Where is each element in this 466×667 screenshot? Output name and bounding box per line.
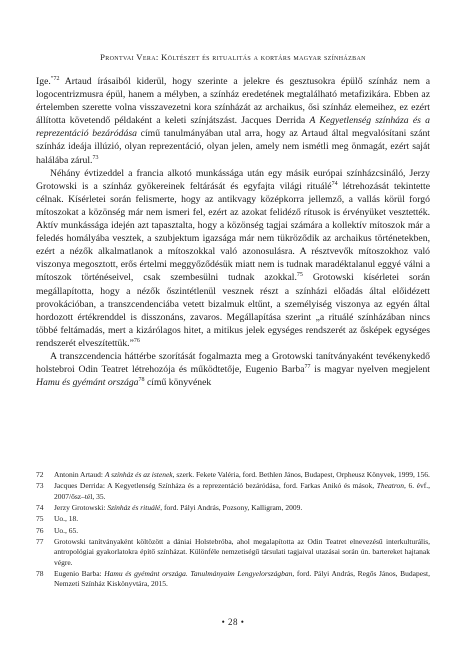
text-run: Grotowski kísérletei során megállapította, hogy a nézők őszintétlenül vesznek részt a színházi előadás által előidézett provokációban, a transzcendenciába vetett bizalmuk eltűnt, a személyiség viszonya az egyén által hordozott értékrenddel is disszonáns, zavaros. Megállapítása szerint „a rituálé színházában nincs többé feltámadás, mert a kizárólagos hitet, a mitikus jelek egységes rendszerét az ősképek egységes rendszerét elveszítettük.” [36,272,430,349]
running-head: Prontvai Vera: Költészet és ritualitás a kortárs magyar színházban [100,52,366,62]
footnote [36,537,430,568]
text-run: Uo., 18. [54,514,79,524]
footnote [36,569,430,589]
text-run: , ford. Pályi András, Pozsony, Kalligram, 2009. [160,502,303,512]
text-run: is magyar nyelven megjelent [310,364,431,376]
body-text [36,75,430,389]
footnote-ref: 78 [138,376,145,383]
footnote-text [54,503,430,513]
text-run: , 6. évf., 2007/ősz–tél, 35. [54,481,431,501]
text-run: Jacques Derrida: A Kegyetlenség Színháza és a reprezentáció bezáródása, ford. Farkas Anikó és mások, [54,481,377,491]
text-run: létrehozását tekintette célnak. Kísérletei során felismerte, hogy az antikvagy középkorra jellemző, a vallás körül forgó mítoszokat a közönség már nem ismeri fel, ezért az azokat felidéző rítusok is érvényüket vesztették. Aktív munkássága idején azt tapasztalta, hogy a közönség tagjai számára a kollektív mítoszok már a feledés homályába vesztek, a szubjektum igazsága már nem tükröződik az archaikus történetekben, ezért a nézők alkalmatlanok a mítoszokkal való azonosulásra. A résztvevők mítoszokhoz való viszonya megosztott, erős értelmi meggyőződésük miatt nem is tudnak maradéktalanul eggyé válni a mítoszok történéseivel, csak szembesülni tudnak azokkal. [36,180,430,284]
text-run: A transzcendencia háttérbe szorítását fogalmazta meg a Grotowski tanítványaként tevékenykedő holstebroi Odin Teatret létrehozója és működtetője, Eugenio Barba [36,350,430,376]
footnote-ref: 75 [296,272,303,279]
italic-text: Színház és rituálé [107,502,161,512]
footnote [36,526,430,536]
text-run: Grotowski tanítványaként költözött a dániai Holstebróba, ahol megalapította az Odin Teatret elnevezésű interkulturális, antropológiai gyakorlatokra építő színházat. Különféle nemzetiségű társulati tagjaival utazásai során ún. bartereket hajtanak végre. [54,537,430,567]
text-run: , szerk. Fekete Valéria, ford. Bethlen János, Budapest, Orpheusz Könyvek, 1999, 156. [172,470,430,479]
italic-text: A Kegyetlenség színháza és a reprezentáció bezáródása [36,115,430,140]
paragraph [36,167,430,350]
paragraph [36,350,430,389]
footnote-text [54,481,430,501]
footnote-text [54,537,430,568]
footnote-number: 75 [36,514,44,524]
italic-text: Theatron [376,481,404,491]
footnote-ref: ”72 [50,75,60,82]
footnote-number: 76 [36,525,44,535]
text-run: Ige. [36,76,51,87]
footnote-number: 77 [36,537,44,547]
paragraph [36,75,430,167]
text-run: című tanulmányában utal arra, hogy az Artaud által megvalósítani szánt színház ideája illúzió, olyan reprezentáció, olyan jelen, amely nem ismétli meg önmagát, ezért saját halálába zárul. [36,128,430,166]
italic-text: A színház és az istenek [104,470,173,479]
footnote-number: 73 [36,481,44,491]
footnote-ref: 73 [92,154,99,161]
footnote-text [54,470,430,480]
text-run: Uo., 65. [54,525,79,535]
footnote [36,503,430,513]
footnotes [36,470,430,591]
footnote [36,514,430,524]
text-run: Jerzy Grotowski: [54,502,108,512]
text-run: Artaud írásaiból kiderül, hogy szerinte a jelekre és gesztusokra épülő színház nem a logocentrizmusra épül, hanem a mélyben, a színház eredetének megtalálható metafizikára. Ebben az értelemben szerette volna visszavezetni kora színházát az archaikus, ősi színház elemeihez, ez ezért állította követendő példaként a keleti színjátszást. Jacques Derrida [36,76,430,127]
text-run: című könyvének [144,377,212,389]
footnote-ref: 77 [304,363,311,370]
footnote-ref: 76 [133,337,140,344]
text-run: Antonin Artaud: [54,470,105,479]
italic-text: Hamu és gyémánt országa [36,377,139,389]
text-run: Néhány évtizeddel a francia alkotó munkássága után egy másik európai színházcsináló, Jerzy Grotowski is a színház gyökereinek feltárását és egyfajta világi rituálé [36,167,430,192]
text-run: , ford. Pályi András, Regős János, Budapest, Nemzeti Színház Kiskönyvtára, 2015. [54,568,430,589]
footnote-text [54,514,430,524]
footnote-number: 72 [36,470,44,479]
page-number: • 28 • [221,617,245,627]
italic-text: Hamu és gyémánt országa. Tanulmányaim Lengyelországban [104,568,293,578]
footnote-ref: 74 [331,180,338,187]
footnote-text [54,569,430,589]
footnote [36,470,430,480]
text-run: Eugenio Barba: [54,568,105,578]
footnote-text [54,526,430,536]
footnote-number: 78 [36,568,44,578]
footnote-number: 74 [36,502,44,512]
footnote [36,481,430,501]
